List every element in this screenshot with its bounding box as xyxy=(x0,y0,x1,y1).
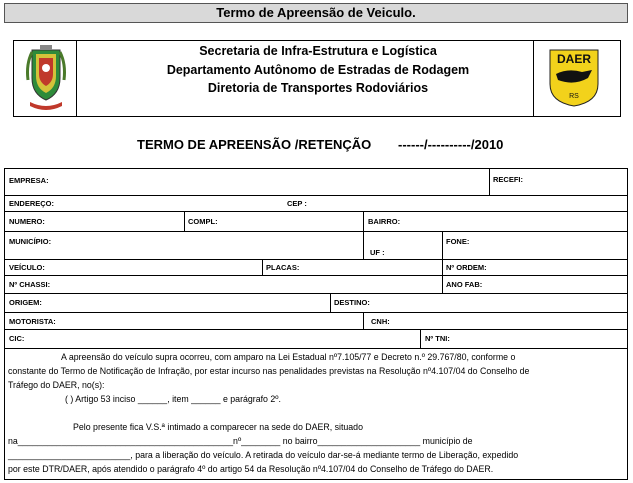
label-placas: PLACAS: xyxy=(266,263,300,272)
paragraph-2-line-4: por este DTR/DAER, após atendido o parágrafo 4º do artigo 54 da Resolução nº4.107/04 do Conselho de Tráfego do DAER. xyxy=(8,464,494,474)
header-line-3: Diretoria de Transportes Rodoviários xyxy=(207,81,429,95)
paragraph-2-line-3: _________________________, para a liberação do veículo. A retirada do veículo dar-se-á mediante termo de Liberação, expedido xyxy=(8,450,519,460)
header-line-1: Secretaria de Infra-Estrutura e Logística xyxy=(199,44,437,58)
logo-text: DAER xyxy=(556,52,592,66)
header-box xyxy=(13,40,621,117)
label-fone: FONE: xyxy=(446,237,470,246)
label-veiculo: VEÍCULO: xyxy=(9,263,45,272)
label-chassi: Nº CHASSI: xyxy=(9,280,51,289)
label-cic: CIC: xyxy=(9,334,25,343)
label-numero: NUMERO: xyxy=(9,217,45,226)
top-title: Termo de Apreensão de Veiculo. xyxy=(216,5,416,20)
label-tni: Nº TNI: xyxy=(425,334,450,343)
paragraph-2-line-1: Pelo presente fica V.S.ª intimado a comparecer na sede do DAER, situado xyxy=(73,422,363,432)
paragraph-1-line-1: A apreensão do veículo supra ocorreu, com amparo na Lei Estadual nº7.105/77 e Decreto n.º 29.767/80, conforme o xyxy=(61,352,516,362)
paragraph-2-line-2: na____________________________________________nº________ no bairro_____________________ município de xyxy=(8,436,473,446)
label-bairro: BAIRRO: xyxy=(368,217,401,226)
label-destino: DESTINO: xyxy=(334,298,370,307)
logo-sub: RS xyxy=(569,93,579,100)
paragraph-1-line-2: constante do Termo de Notificação de Infração, por estar incurso nas penalidades previstas na Resolução nº4.107/04 do Conselho de xyxy=(8,366,530,376)
label-ordem: Nº ORDEM: xyxy=(446,263,487,272)
daer-logo xyxy=(548,48,600,113)
label-cnh: CNH: xyxy=(371,317,390,326)
label-municipio: MUNICÍPIO: xyxy=(9,237,52,246)
label-origem: ORIGEM: xyxy=(9,298,42,307)
label-cep: CEP : xyxy=(287,199,307,208)
label-uf: UF : xyxy=(370,248,385,257)
label-endereco: ENDEREÇO: xyxy=(9,199,55,208)
top-title-bar xyxy=(4,3,628,23)
document-title: TERMO DE APREENSÃO /RETENÇÃO xyxy=(137,137,372,152)
label-compl: COMPL: xyxy=(188,217,218,226)
vehicle-form xyxy=(4,168,628,480)
paragraph-1-line-4: ( ) Artigo 53 inciso ______, item ______ e parágrafo 2º. xyxy=(65,394,281,404)
header-line-2: Departamento Autônomo de Estradas de Rodagem xyxy=(166,63,470,77)
paragraph-1-line-3: Tráfego do DAER, no(s): xyxy=(8,380,105,390)
label-motorista: MOTORISTA: xyxy=(9,317,56,326)
label-recefi: RECEFI: xyxy=(493,175,523,184)
date-field[interactable]: ------/----------/2010 xyxy=(398,137,504,152)
label-ano-fab: ANO FAB: xyxy=(446,280,483,289)
label-empresa: EMPRESA: xyxy=(9,176,49,185)
